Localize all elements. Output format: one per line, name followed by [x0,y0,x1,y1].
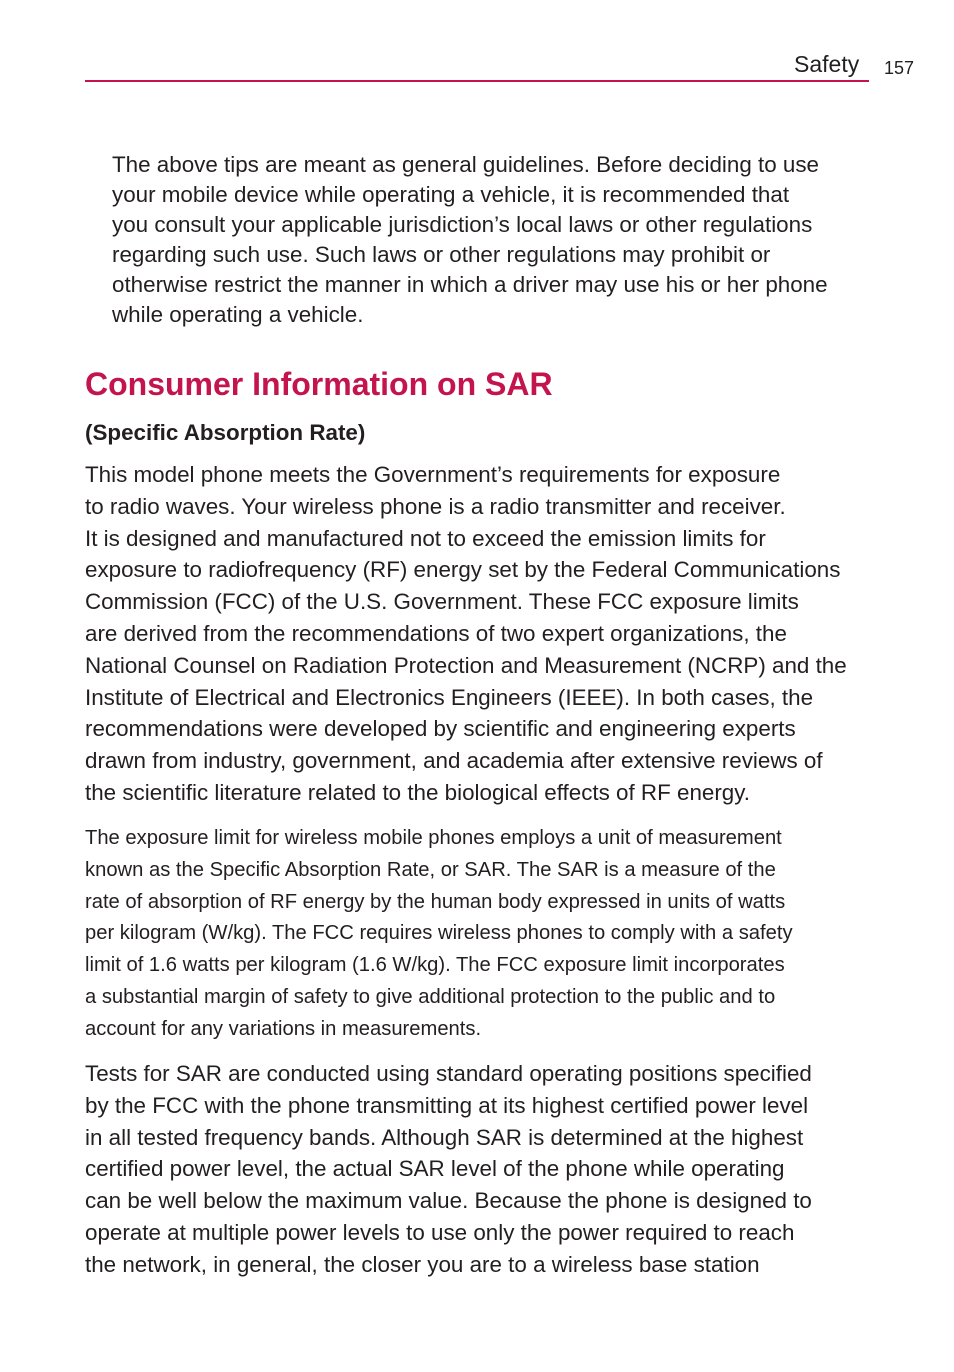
intro-line: your mobile device while operating a vehicle, it is recommended that [112,182,790,207]
paragraph-line: National Counsel on Radiation Protection and Measurement (NCRP) and the [85,652,847,678]
paragraph-line: the scientific literature related to the biological effects of RF energy. [85,779,751,805]
paragraph-line: Institute of Electrical and Electronics Engineers (IEEE). In both cases, the [85,684,814,710]
paragraph-line: account for any variations in measurements. [85,1017,482,1040]
paragraph-line: operate at multiple power levels to use only the power required to reach [85,1219,795,1245]
section-subtitle: (Specific Absorption Rate) [85,420,366,445]
paragraph-line: are derived from the recommendations of two expert organizations, the [85,620,787,646]
paragraph-line: the network, in general, the closer you are to a wireless base station [85,1251,760,1277]
paragraph-line: recommendations were developed by scientific and engineering experts [85,716,796,742]
sar-paragraph-1 [85,459,847,809]
paragraph-line: Tests for SAR are conducted using standard operating positions specified [85,1061,812,1086]
header-section-label: Safety [794,51,860,77]
paragraph-line: per kilogram (W/kg). The FCC requires wireless phones to comply with a safety [85,922,793,945]
header-rule [85,80,869,82]
paragraph-line: It is designed and manufactured not to exceed the emission limits for [85,525,766,551]
paragraph-line: by the FCC with the phone transmitting at its highest certified power level [85,1092,809,1118]
intro-line: regarding such use. Such laws or other regulations may prohibit or [112,242,771,267]
paragraph-line: in all tested frequency bands. Although SAR is determined at the highest [85,1124,804,1150]
sar-paragraph-2 [85,823,793,1046]
intro-line: otherwise restrict the manner in which a driver may use his or her phone [112,272,828,297]
page-number: 157 [884,58,915,78]
intro-line: The above tips are meant as general guidelines. Before deciding to use [112,152,819,177]
paragraph-line: exposure to radiofrequency (RF) energy set by the Federal Communications [85,557,841,583]
paragraph-line: Commission (FCC) of the U.S. Government. These FCC exposure limits [85,589,799,615]
intro-line: you consult your applicable jurisdiction’s local laws or other regulations [112,212,813,237]
paragraph-line: This model phone meets the Government’s requirements for exposure [85,462,781,487]
paragraph-line: certified power level, the actual SAR level of the phone while operating [85,1156,785,1182]
paragraph-line: can be well below the maximum value. Because the phone is designed to [85,1188,812,1214]
sar-paragraph-3 [85,1058,812,1281]
paragraph-line: drawn from industry, government, and academia after extensive reviews of [85,748,823,774]
intro-paragraph [112,150,828,330]
paragraph-line: limit of 1.6 watts per kilogram (1.6 W/kg). The FCC exposure limit incorporates [85,954,785,977]
paragraph-line: rate of absorption of RF energy by the human body expressed in units of watts [85,890,786,913]
paragraph-line: known as the Specific Absorption Rate, or SAR. The SAR is a measure of the [85,858,776,881]
paragraph-line: a substantial margin of safety to give additional protection to the public and to [85,985,776,1008]
section-title: Consumer Information on SAR [85,366,553,402]
intro-line: while operating a vehicle. [112,302,364,327]
paragraph-line: to radio waves. Your wireless phone is a radio transmitter and receiver. [85,493,786,519]
paragraph-line: The exposure limit for wireless mobile phones employs a unit of measurement [85,827,782,849]
